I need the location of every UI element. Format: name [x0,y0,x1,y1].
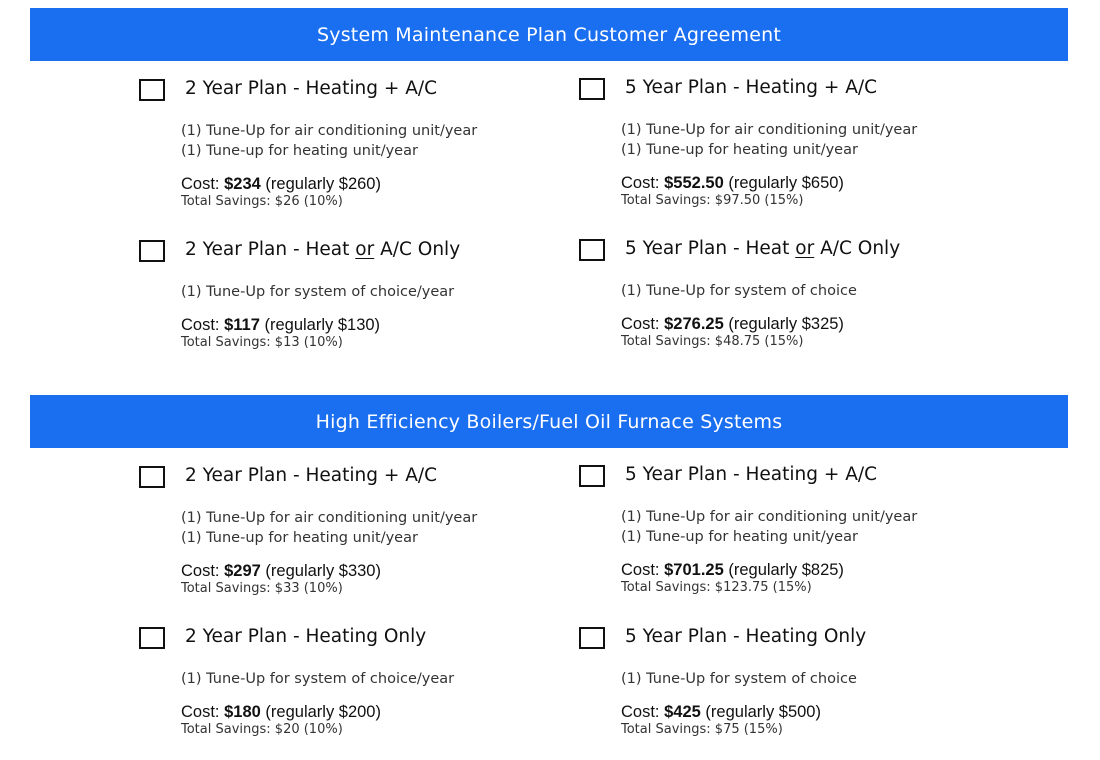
plan-checkbox[interactable] [139,79,165,101]
plan-price: $701.25 [664,561,724,579]
plan-price: $180 [224,703,261,721]
plan-savings: Total Savings: $123.75 (15%) [621,580,812,595]
plan-savings: Total Savings: $20 (10%) [181,722,343,737]
feature-line: (1) Tune-Up for air conditioning unit/year [181,123,478,139]
plan-price: $297 [224,562,261,580]
plan-savings: Total Savings: $13 (10%) [181,335,343,350]
feature-line: (1) Tune-Up for air conditioning unit/year [621,509,918,525]
plan-checkbox[interactable] [579,465,605,487]
plan-cost: Cost: $425 (regularly $500) [621,703,821,721]
feature-line: (1) Tune-Up for system of choice/year [181,671,455,687]
plan-header [579,462,999,487]
feature-line: (1) Tune-Up for system of choice [621,283,857,299]
plan-features [621,507,999,547]
plan-features [181,669,559,689]
plan-cost: Cost: $701.25 (regularly $825) [621,561,844,579]
plan-title: 5 Year Plan - Heating + A/C [625,77,878,98]
plan-features [621,281,999,301]
plan-price: $117 [224,316,260,334]
plan-cost: Cost: $117 (regularly $130) [181,316,381,334]
plan-savings: Total Savings: $97.50 (15%) [621,193,804,208]
plan-checkbox[interactable] [579,627,605,649]
plan-savings: Total Savings: $33 (10%) [181,581,343,596]
section-title: High Efficiency Boilers/Fuel Oil Furnace Systems [315,410,783,433]
plan-header [139,624,559,649]
plan-cost: Cost: $297 (regularly $330) [181,562,381,580]
plan-checkbox[interactable] [139,627,165,649]
plan-title: 2 Year Plan - Heating + A/C [185,465,438,486]
feature-line: (1) Tune-Up for system of choice/year [181,284,455,300]
plan-header [139,237,559,262]
feature-line: (1) Tune-Up for air conditioning unit/year [181,510,478,526]
plan-cost: Cost: $276.25 (regularly $325) [621,315,844,333]
plan-features [621,669,999,689]
plan-header [579,75,999,100]
plan-price: $552.50 [664,174,724,192]
plan-title: 5 Year Plan - Heating Only [625,626,867,647]
plan-checkbox[interactable] [139,466,165,488]
section-banner [30,8,1068,61]
plan-option [139,237,559,351]
feature-line: (1) Tune-up for heating unit/year [181,530,418,546]
plan-title: 2 Year Plan - Heating + A/C [185,78,438,99]
plan-price: $234 [224,175,261,193]
plan-header [579,236,999,261]
plan-header [579,624,999,649]
plan-savings: Total Savings: $48.75 (15%) [621,334,804,349]
plan-option [579,462,999,596]
plan-price: $425 [664,703,701,721]
plan-option [579,75,999,209]
plan-title: 5 Year Plan - Heating + A/C [625,464,878,485]
plan-price: $276.25 [664,315,724,333]
section-banner [30,395,1068,448]
plan-header [139,76,559,101]
plan-header [139,463,559,488]
section-title: System Maintenance Plan Customer Agreement [316,23,781,46]
plan-checkbox[interactable] [579,78,605,100]
feature-line: (1) Tune-up for heating unit/year [621,529,858,545]
feature-line: (1) Tune-Up for system of choice [621,671,857,687]
plan-option [139,624,559,738]
plan-cost: Cost: $234 (regularly $260) [181,175,381,193]
plan-checkbox[interactable] [579,239,605,261]
plan-savings: Total Savings: $75 (15%) [621,722,783,737]
plan-checkbox[interactable] [139,240,165,262]
feature-line: (1) Tune-up for heating unit/year [181,143,418,159]
plan-cost: Cost: $552.50 (regularly $650) [621,174,844,192]
plan-savings: Total Savings: $26 (10%) [181,194,343,209]
plan-title: 5 Year Plan - Heat or A/C Only [625,238,901,259]
plan-option [579,236,999,350]
plan-title: 2 Year Plan - Heat or A/C Only [185,239,461,260]
plan-features [621,120,999,160]
plan-option [139,76,559,210]
plan-features [181,282,559,302]
plan-title: 2 Year Plan - Heating Only [185,626,427,647]
plan-features [181,121,559,161]
feature-line: (1) Tune-up for heating unit/year [621,142,858,158]
plan-option [139,463,559,597]
plan-features [181,508,559,548]
plan-option [579,624,999,738]
plan-cost: Cost: $180 (regularly $200) [181,703,381,721]
feature-line: (1) Tune-Up for air conditioning unit/year [621,122,918,138]
